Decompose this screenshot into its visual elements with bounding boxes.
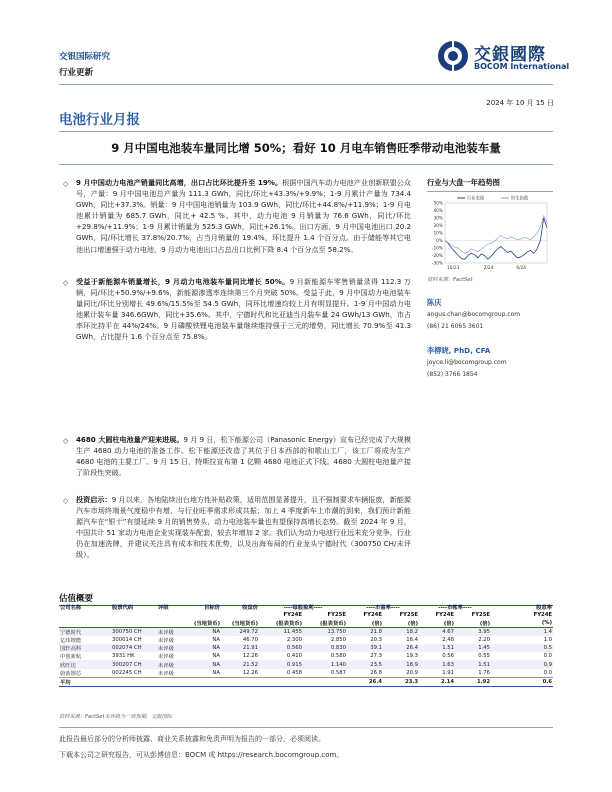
table-cell	[111, 677, 157, 686]
table-cell: 1.91	[442, 669, 455, 676]
table-cell: NA	[212, 669, 220, 676]
table-row	[59, 660, 553, 668]
paragraph-lead: 9 月中国动力电池产销量同比高增，出口占比环比提升至 19%。	[76, 178, 283, 187]
table-cell: 0.9	[491, 660, 553, 668]
x-tick-label: 10/23	[447, 266, 460, 271]
paragraph-text: 根据中国汽车动力电池产业创新联盟公众号，产量：9 月中国电池总产量为 111.3 GWh，同比/环比+43.3%/+9.9%；1-9 月累计产量为 734.4 GWh，同比+37.3%。销量：9 月中国电池销量为 103.9 GWh，同比/环比+44.8%/+11.9%；1-9 月电池累计销量为 685.7 GWh，同比+ 42.5 %。其中，动力电池 9 月销量为 76.6 GWh，同比/环比+29.8%/+11.9%；1-9 月累计销量为 525.3 GWh，同比+26.1%。出口方面，9 月中国电池出口 20.2 GWh，同/环比增长 37.8%/20.7%，占当月销量的 19.4%，环比提升 1.4 个百分点。由于储能等其它电池出口增速强于动力电池，9 月动力电池出口占总出口比例下降 8.4 个百分点至 58.2%。	[76, 178, 412, 254]
table-cell: NA	[212, 637, 220, 644]
table-cell: 23.5	[347, 660, 383, 668]
table-cell: 4.67	[419, 628, 455, 637]
table-cell: NA	[187, 660, 221, 668]
table-cell: 0.410	[286, 653, 302, 660]
col-header: ----市盈率----	[366, 605, 400, 612]
trend-chart	[427, 193, 553, 273]
table-cell: 1.0	[543, 637, 553, 644]
report-type: 电池行业月报	[59, 112, 140, 128]
divider	[427, 191, 553, 192]
disclaimer-line[interactable]: 下载本公司之研究报告，可从彭博信息：BOCM 或 https://research.bocomgroup.com。	[59, 751, 344, 759]
table-cell: 蔚蓝锂芯	[60, 670, 82, 677]
table-cell: 0.580	[330, 653, 346, 660]
table-cell	[187, 677, 221, 686]
table-cell: 国轩高科	[59, 644, 111, 652]
table-cell: 19.3	[406, 653, 419, 660]
analyst-name: 陈庆	[427, 298, 442, 307]
table-cell: 1.76	[478, 669, 491, 676]
analyst-email[interactable]: angus.chan@bocomgroup.com	[427, 311, 521, 318]
table-cell: 2.850	[330, 637, 346, 644]
table-average-row	[59, 677, 553, 686]
col-header: (报表货币)	[303, 619, 347, 628]
divider	[59, 727, 553, 728]
table-cell: 249.72	[221, 628, 259, 637]
table-cell: 0.5	[491, 644, 553, 652]
table-cell: 0.6	[491, 677, 553, 686]
table-cell: 23.3	[383, 677, 419, 686]
col-header: (当地货币)	[187, 619, 221, 628]
table-cell: 26.8	[370, 669, 382, 676]
table-cell: 2.14	[419, 677, 455, 686]
col-header: FY25E	[327, 612, 346, 619]
table-cell: 2.48	[442, 637, 455, 644]
table-cell: 1.51	[419, 644, 455, 652]
col-header: FY24E	[283, 612, 302, 619]
table-cell: 18.9	[383, 660, 419, 668]
table-row	[59, 636, 553, 644]
y-tick-label: 50%	[433, 201, 443, 207]
col-header: (倍)	[347, 619, 383, 628]
paragraph-installation	[76, 276, 411, 343]
chart-frame	[445, 203, 547, 263]
table-cell: 2.20	[478, 637, 491, 644]
table-cell: 1.63	[419, 660, 455, 668]
y-tick-label: 0%	[436, 239, 443, 245]
col-header: 收盘价	[242, 605, 258, 612]
table-cell: 未评级	[157, 660, 187, 668]
col-header: (当地货币)	[221, 619, 259, 628]
table-row	[59, 644, 553, 652]
chart-title: 行业与大盘一年趋势图	[427, 178, 500, 187]
col-header: 目标价	[204, 605, 220, 612]
table-cell: 未评级	[158, 654, 174, 661]
y-tick-label: -10%	[431, 246, 443, 252]
table-cell: 21.91	[221, 644, 259, 652]
y-tick-label: -30%	[431, 261, 443, 267]
table-cell: 未评级	[157, 644, 187, 652]
table-cell: 20.9	[406, 669, 419, 676]
table-cell: 1.51	[455, 660, 491, 668]
table-cell: 300750 CH	[111, 628, 157, 637]
table-cell: 宁德时代	[59, 628, 111, 637]
y-tick-label: 30%	[433, 216, 443, 222]
analyst-name: 李柳晓, PhD, CFA	[427, 346, 491, 355]
table-cell: 0.56	[442, 653, 455, 660]
col-header: 评级	[158, 605, 169, 612]
col-header: FY24E	[435, 612, 455, 619]
paragraph-text: 9 月 9 日，松下能源公司（Panasonic Energy）宣布已经完成了大规模生产 4680 动力电池的准备工作。松下能源还改造了其位于日本西部的和歌山工厂，该工厂将成为生产 4680 电池的主要工厂。9 月 15 日，特斯拉宣布第 1 亿颗 4680 电池正式下线。4680 大圆柱电池量产接了阶段性突破。	[76, 435, 412, 478]
table-cell: 300014 CH	[112, 637, 142, 644]
table-cell: 300207 CH	[111, 660, 157, 668]
paragraph-lead: 投资启示：	[76, 495, 112, 504]
x-tick-label: 2/24	[483, 266, 494, 271]
bocom-logo-icon	[437, 40, 469, 72]
col-header: (倍)	[383, 619, 419, 628]
table-cell: 46.70	[242, 637, 258, 644]
x-tick-label: 6/24	[516, 266, 527, 271]
legend-label: 恒生指数	[511, 196, 529, 202]
table-cell	[157, 677, 187, 686]
table-cell: 12.26	[242, 669, 258, 676]
table-cell: 1.92	[455, 677, 491, 686]
analyst-email[interactable]: joyce.li@bocomgroup.com	[427, 359, 507, 366]
table-row	[59, 669, 553, 678]
table-cell: 0.55	[478, 653, 491, 660]
divider	[59, 164, 553, 165]
table-cell: 26.4	[383, 644, 419, 652]
paragraph-lead: 4680 大圆柱电池量产迎来进展。	[76, 435, 184, 444]
bullet-icon: ◇	[63, 180, 69, 188]
table-cell: 0.587	[330, 669, 346, 676]
paragraph-4680	[76, 434, 411, 478]
valuation-table	[59, 603, 553, 687]
y-tick-label: -20%	[431, 254, 443, 260]
table-cell: 002074 CH	[111, 644, 157, 652]
table-cell: 亿纬锂能	[60, 638, 82, 645]
table-cell: NA	[187, 628, 221, 637]
col-header: (倍)	[419, 619, 455, 628]
table-cell: 13.750	[303, 628, 347, 637]
table-cell: 16.4	[406, 637, 419, 644]
col-header: 股息率	[536, 605, 553, 612]
table-cell: 未评级	[158, 638, 174, 645]
table-header-row	[59, 603, 553, 611]
col-header: 公司名称	[60, 605, 82, 612]
divider	[59, 131, 553, 132]
analyst-phone: (86) 21 6065 3601	[427, 323, 484, 330]
paragraph-production	[76, 177, 411, 255]
logo-text-cn: 交銀國際	[474, 45, 546, 65]
paragraph-text: 9 月新能源车零售销量录得 112.3 万辆，同/环比+50.9%/+9.6%，新能源渗透率连续第三个月突破 50%。受益于此，9 月中国动力电池装车量同比/环比分别增长 49.6%/15.5%至 54.5 GWh，同环比增速均较上月有明显提升。1-9 月中国动力电池累计装车量 346.6GWh，同比+35.6%。其中，宁德时代和比亚迪当月装车量 24 GWh/13 GWh，市占率环比持平在 44%/24%。9 月磷酸铁锂电池装车量继续维持强于三元的增势，同比增长 70.9%至 41.3 GWh，占比提升 1.6 个百分点至 75.8%。	[76, 277, 411, 342]
table-row	[59, 652, 553, 660]
table-cell: NA	[212, 653, 220, 660]
table-cell: 12.26	[242, 653, 258, 660]
table-header-row	[59, 611, 553, 619]
legend-label: 行业表现	[467, 196, 485, 202]
table-cell: 0.458	[286, 669, 302, 676]
y-tick-label: 10%	[433, 231, 443, 237]
org-name: 交银国际研究	[59, 52, 111, 62]
y-tick-label: 40%	[433, 209, 443, 215]
table-header-row	[59, 619, 553, 628]
table-cell	[221, 677, 259, 686]
table-cell: 39.1	[347, 644, 383, 652]
col-header: FY25E	[471, 612, 491, 619]
col-header: ----每股盈利----	[283, 605, 323, 612]
col-header: FY25E	[399, 612, 419, 619]
bullet-icon: ◇	[63, 279, 69, 287]
table-cell: 26.4	[347, 677, 383, 686]
page-title: 9 月中国电池装车量同比增 50%；看好 10 月电车销售旺季带动电池装车量	[111, 141, 501, 155]
table-cell: 0.830	[303, 644, 347, 652]
table-cell: 欣旺达	[59, 660, 111, 668]
series-line-hsi	[445, 216, 547, 254]
table-cell: 11.455	[259, 628, 303, 637]
col-header: ----市帐率----	[438, 605, 472, 612]
table-cell: 平均	[59, 677, 111, 686]
table-cell: 21.8	[347, 628, 383, 637]
table-cell: 2.300	[286, 637, 302, 644]
logo-text-en: BOCOM International	[474, 62, 570, 71]
table-cell: 3931 HK	[112, 653, 135, 660]
table-cell: 1.4	[491, 628, 553, 637]
report-section: 行业更新	[59, 68, 94, 78]
table-source: 资料来源：FactSet未评级为一致预期，交银国际	[59, 714, 172, 720]
table-cell	[303, 677, 347, 686]
y-tick-label: 20%	[433, 224, 443, 230]
table-cell: 3.95	[455, 628, 491, 637]
bullet-icon: ◇	[63, 497, 69, 505]
chart-source: 资料来源：FactSet	[427, 277, 473, 283]
table-cell: NA	[187, 644, 221, 652]
col-header: 股票代码	[112, 605, 134, 612]
report-date: 2024 年 10 月 15 日	[486, 99, 554, 107]
disclaimer-line: 此报告最后部分的分析师披露、商业关系披露和免责声明为报告的一部分，必须阅读。	[59, 735, 325, 743]
table-cell: 1.45	[455, 644, 491, 652]
divider	[59, 84, 553, 85]
col-header: FY24E	[363, 612, 382, 619]
table-cell: 0.0	[543, 653, 553, 660]
table-cell: 未评级	[157, 628, 187, 637]
table-cell: 0.560	[259, 644, 303, 652]
col-header: (%)	[491, 619, 553, 628]
table-cell: 未评级	[158, 670, 174, 677]
table-cell: 0.0	[543, 669, 553, 676]
table-title: 估值概要	[59, 594, 94, 604]
paragraph-investment	[76, 494, 411, 561]
table-cell: 中创新航	[60, 654, 82, 661]
table-cell: 0.915	[259, 660, 303, 668]
paragraph-lead: 受益于新能源车销量增长，9 月动力电池装车量同比增长 50%。	[76, 277, 290, 286]
analyst-phone: (852) 3766 1854	[427, 371, 478, 378]
table-cell: 20.3	[370, 637, 382, 644]
table-row	[59, 628, 553, 637]
table-cell	[259, 677, 303, 686]
bullet-icon: ◇	[63, 437, 69, 445]
table-cell: 27.3	[370, 653, 382, 660]
table-cell: 1.140	[303, 660, 347, 668]
table-cell: 21.52	[221, 660, 259, 668]
table-cell: 002245 CH	[112, 669, 142, 676]
col-header: (倍)	[455, 619, 491, 628]
table-cell: 18.2	[383, 628, 419, 637]
paragraph-text: 9 月以来，各地陆续出台地方性补贴政策，适用范围显著提升，且不强制要求车辆报废，新能源汽车市场终端景气度稳中有增，与行业旺季需求形成共振；加上 4 季度新车上市潮的到来，我们预计新能源汽车在“银十”有望延续 9 月的销售势头，动力电池装车量也有望保持高增长态势。截至 2024 年 9 月，中国共计 51 家动力电池企业实现装车配套，较去年增加 2 家。我们认为动力电池行业远未充分竞争，行业仍在加速洗牌，并建议关注具有成本和技术优势，以及出海布局的行业龙头宁德时代（300750 CH/未评级）。	[76, 495, 412, 560]
col-header: FY24E	[533, 612, 553, 619]
col-header: (报表货币)	[259, 619, 303, 628]
